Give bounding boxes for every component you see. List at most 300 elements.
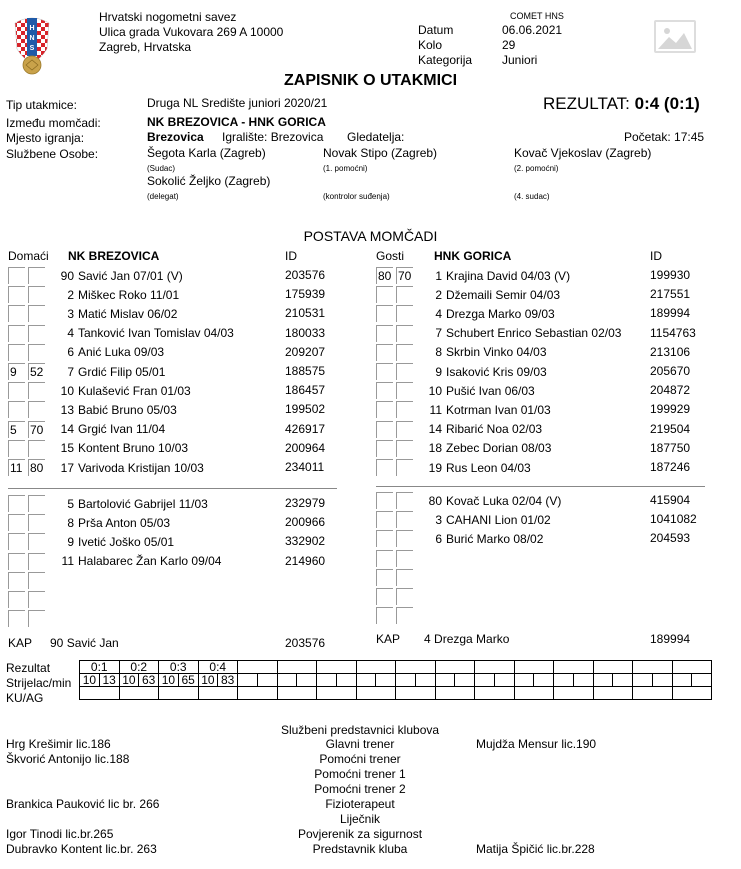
sub-number-box[interactable] bbox=[376, 401, 393, 418]
player-row bbox=[376, 458, 531, 477]
official-role: (2. pomoćni) bbox=[514, 164, 559, 173]
staff-role: Pomoćni trener bbox=[319, 752, 401, 766]
ku-ag-cell bbox=[396, 687, 436, 700]
sub-minute-box[interactable] bbox=[396, 588, 413, 605]
org-line: Hrvatski nogometni savez bbox=[99, 10, 237, 24]
score-cell bbox=[633, 661, 673, 674]
player-number: 11 bbox=[61, 554, 74, 569]
staff-role: Glavni trener bbox=[325, 737, 395, 751]
sub-number-box[interactable] bbox=[8, 325, 25, 342]
sub-minute-box[interactable] bbox=[28, 286, 45, 303]
ku-ag-cell bbox=[317, 687, 357, 700]
sub-number-box[interactable] bbox=[8, 401, 25, 418]
minute-cell bbox=[692, 674, 712, 687]
player-row bbox=[8, 285, 179, 304]
ku-ag-cell bbox=[198, 687, 238, 700]
ku-ag-row bbox=[80, 687, 712, 700]
sub-number-box[interactable] bbox=[8, 591, 25, 608]
scoring-grid bbox=[79, 660, 712, 700]
sub-number-box[interactable] bbox=[8, 440, 25, 457]
player-row bbox=[8, 458, 204, 477]
image-placeholder-icon bbox=[654, 20, 696, 53]
staff-role: Fizioterapeut bbox=[325, 797, 395, 811]
sub-minute-box[interactable] bbox=[396, 344, 413, 361]
scorer-cell bbox=[672, 674, 692, 687]
result-label: REZULTAT: bbox=[543, 94, 630, 113]
sub-number-box[interactable] bbox=[376, 511, 393, 528]
sub-minute-box[interactable] bbox=[396, 511, 413, 528]
sub-number-box[interactable] bbox=[8, 572, 25, 589]
official-name: Sokolić Željko (Zagreb) bbox=[147, 174, 271, 188]
score-cell: 0:4 bbox=[198, 661, 238, 674]
player-name: Pušić Ivan 06/03 bbox=[446, 383, 535, 398]
sub-minute-box[interactable]: 80 bbox=[30, 461, 44, 475]
sub-number-box[interactable]: 9 bbox=[8, 363, 25, 380]
away-team-name: HNK GORICA bbox=[434, 249, 512, 263]
minute-cell bbox=[534, 674, 554, 687]
player-name: Kontent Bruno 10/03 bbox=[78, 441, 189, 456]
player-name: Zebec Dorian 08/03 bbox=[446, 441, 552, 456]
result-value: 0:4 (0:1) bbox=[634, 94, 700, 113]
player-row bbox=[376, 285, 560, 304]
sub-minute-box[interactable] bbox=[28, 572, 45, 589]
sub-minute-box[interactable] bbox=[396, 325, 413, 342]
sub-minute-box[interactable] bbox=[396, 530, 413, 547]
player-name: Grgić Ivan 11/04 bbox=[78, 422, 166, 437]
home-captain-id: 203576 bbox=[285, 636, 326, 650]
player-name: Kotrman Ivan 01/03 bbox=[446, 402, 551, 417]
sub-minute-box[interactable]: 70 bbox=[398, 269, 412, 283]
home-captain-number: 90 bbox=[50, 636, 64, 650]
scorer-cell: 10 bbox=[119, 674, 139, 687]
player-id: 175939 bbox=[285, 287, 326, 302]
hns-crest-icon bbox=[13, 15, 51, 75]
home-captain-name: Savić Jan bbox=[66, 636, 119, 650]
score-cell bbox=[672, 661, 712, 674]
svg-text:H: H bbox=[29, 25, 35, 32]
sub-number-box[interactable] bbox=[376, 550, 393, 567]
sub-number-box[interactable] bbox=[8, 533, 25, 550]
scorer-cell: 10 bbox=[80, 674, 100, 687]
player-id: 209207 bbox=[285, 344, 326, 359]
player-id: 189994 bbox=[650, 306, 691, 321]
ku-ag-cell bbox=[159, 687, 199, 700]
home-captain bbox=[50, 636, 119, 650]
minute-cell bbox=[494, 674, 514, 687]
player-number: 14 bbox=[60, 422, 74, 437]
sub-minute-box[interactable] bbox=[28, 344, 45, 361]
player-row bbox=[8, 439, 188, 458]
sub-minute-box[interactable]: 52 bbox=[30, 365, 44, 379]
player-number: 10 bbox=[428, 383, 442, 398]
official-role: (kontrolor suđenja) bbox=[323, 192, 390, 201]
player-number: 9 bbox=[435, 364, 442, 379]
scorer-cell bbox=[475, 674, 495, 687]
sub-minute-box[interactable] bbox=[28, 495, 45, 512]
player-name: Grdić Filip 05/01 bbox=[78, 364, 166, 379]
sub-number-box[interactable] bbox=[8, 305, 25, 322]
system-label: COMET HNS bbox=[510, 11, 564, 21]
player-name: Prša Anton 05/03 bbox=[78, 515, 171, 530]
org-line: Ulica grada Vukovara 269 A 10000 bbox=[99, 25, 284, 39]
player-name: Savić Jan 07/01 (V) bbox=[78, 268, 183, 283]
organization-address bbox=[99, 10, 283, 55]
away-captain-number: 4 bbox=[424, 632, 431, 646]
score-cell bbox=[396, 661, 436, 674]
player-id: 219504 bbox=[650, 421, 691, 436]
sub-number-box[interactable] bbox=[376, 286, 393, 303]
round-value: 29 bbox=[502, 38, 516, 52]
minute-cell bbox=[415, 674, 435, 687]
sub-number-box[interactable] bbox=[8, 286, 25, 303]
home-id-header: ID bbox=[285, 249, 297, 263]
official-role: (Sudac) bbox=[147, 164, 176, 173]
svg-text:S: S bbox=[29, 45, 35, 52]
away-staff-name: Mujdža Mensur lic.190 bbox=[476, 737, 597, 751]
player-id: 205670 bbox=[650, 364, 691, 378]
sub-minute-box[interactable] bbox=[396, 305, 413, 322]
player-number: 7 bbox=[67, 364, 74, 379]
player-number: 3 bbox=[435, 512, 442, 527]
player-name: Bartolović Gabrijel 11/03 bbox=[78, 496, 208, 511]
player-name: Tanković Ivan Tomislav 04/03 bbox=[78, 326, 234, 341]
teams-label: Između momčadi: bbox=[6, 116, 101, 130]
match-type-value: Druga NL Središte juniori 2020/21 bbox=[147, 96, 328, 110]
minute-cell bbox=[297, 674, 317, 687]
sub-minute-box[interactable] bbox=[396, 401, 413, 418]
player-name: Kovač Luka 02/04 (V) bbox=[446, 493, 562, 508]
spectators-label: Gledatelja: bbox=[347, 130, 405, 144]
sub-minute-box[interactable] bbox=[396, 382, 413, 399]
player-row bbox=[8, 304, 177, 323]
sub-number-box[interactable]: 5 bbox=[8, 421, 25, 438]
player-row bbox=[8, 400, 177, 419]
away-captain-name: Drezga Marko bbox=[434, 632, 510, 646]
player-number: 2 bbox=[67, 287, 74, 302]
player-row bbox=[376, 439, 551, 458]
score-cell: 0:3 bbox=[159, 661, 199, 674]
ku-ag-cell bbox=[672, 687, 712, 700]
pitch-label: Igralište: bbox=[222, 130, 268, 144]
player-number: 90 bbox=[60, 268, 74, 283]
org-line: Zagreb, Hrvatska bbox=[99, 40, 192, 54]
staff-role: Povjerenik za sigurnost bbox=[297, 827, 423, 841]
player-row bbox=[8, 266, 183, 285]
sub-number-box[interactable] bbox=[376, 363, 393, 380]
player-name: Anić Luka 09/03 bbox=[78, 345, 165, 360]
home-captain-label: KAP bbox=[8, 636, 33, 650]
player-name: Krajina David 04/03 (V) bbox=[446, 268, 571, 283]
player-number: 4 bbox=[67, 326, 74, 341]
player-id: 180033 bbox=[285, 325, 326, 340]
scorer-cell bbox=[396, 674, 416, 687]
ku-ag-cell bbox=[475, 687, 515, 700]
player-row bbox=[376, 324, 621, 343]
player-row bbox=[8, 571, 78, 590]
player-id: 203576 bbox=[285, 268, 326, 282]
sub-number-box[interactable] bbox=[8, 267, 25, 284]
home-staff-name: Hrg Krešimir lic.186 bbox=[6, 737, 111, 751]
sub-number-box[interactable] bbox=[8, 514, 25, 531]
player-name: Varivoda Kristijan 10/03 bbox=[78, 460, 204, 475]
player-number: 19 bbox=[428, 460, 442, 475]
sub-minute-box[interactable] bbox=[396, 550, 413, 567]
player-id: 426917 bbox=[285, 421, 326, 436]
player-number: 11 bbox=[429, 402, 442, 417]
ku-ag-row-label: KU/AG bbox=[6, 691, 44, 705]
sub-number-box[interactable] bbox=[8, 553, 25, 570]
minute-cell bbox=[652, 674, 672, 687]
player-number: 9 bbox=[67, 534, 74, 549]
away-captain-id: 189994 bbox=[650, 632, 691, 646]
scorer-cell: 10 bbox=[159, 674, 179, 687]
sub-number-box[interactable] bbox=[376, 325, 393, 342]
player-number: 15 bbox=[60, 441, 74, 456]
scorer-cell bbox=[633, 674, 653, 687]
player-name: Schubert Enrico Sebastian 02/03 bbox=[446, 326, 622, 341]
sub-number-box[interactable] bbox=[376, 344, 393, 361]
player-row bbox=[376, 304, 555, 323]
sub-number-box[interactable] bbox=[376, 440, 393, 457]
category-label: Kategorija bbox=[418, 53, 473, 67]
page-title: ZAPISNIK O UTAKMICI bbox=[283, 72, 458, 89]
score-cell bbox=[475, 661, 515, 674]
sub-minute-box[interactable] bbox=[396, 286, 413, 303]
official-role: (1. pomoćni) bbox=[323, 164, 368, 173]
player-number: 80 bbox=[428, 493, 442, 508]
minute-cell: 13 bbox=[99, 674, 119, 687]
ku-ag-cell bbox=[593, 687, 633, 700]
scorer-cell bbox=[277, 674, 297, 687]
sub-minute-box[interactable] bbox=[28, 305, 45, 322]
player-row bbox=[376, 362, 547, 381]
score-cell: 0:1 bbox=[80, 661, 120, 674]
away-id-header: ID bbox=[650, 249, 662, 263]
player-id: 213106 bbox=[650, 344, 691, 359]
player-number: 6 bbox=[435, 531, 442, 546]
sub-minute-box[interactable] bbox=[28, 514, 45, 531]
away-captain bbox=[424, 632, 509, 646]
sub-minute-box[interactable] bbox=[396, 459, 413, 476]
player-id: 1154763 bbox=[650, 325, 696, 340]
sub-minute-box[interactable] bbox=[28, 382, 45, 399]
staff-heading: Službeni predstavnici klubova bbox=[280, 723, 440, 737]
sub-minute-box[interactable] bbox=[28, 325, 45, 342]
score-cell bbox=[554, 661, 594, 674]
player-row bbox=[376, 606, 446, 625]
score-cell bbox=[593, 661, 633, 674]
minute-cell bbox=[376, 674, 396, 687]
player-id: 204593 bbox=[650, 531, 691, 546]
player-id: 186457 bbox=[285, 383, 326, 398]
player-name: Ivetić Joško 05/01 bbox=[78, 534, 175, 549]
category-value: Juniori bbox=[502, 53, 538, 67]
match-type-label: Tip utakmice: bbox=[6, 98, 77, 112]
sub-minute-box[interactable] bbox=[28, 553, 45, 570]
round-label: Kolo bbox=[418, 38, 443, 52]
sub-minute-box[interactable] bbox=[396, 363, 413, 380]
minute-cell bbox=[336, 674, 356, 687]
sub-minute-box[interactable] bbox=[396, 607, 413, 624]
player-row bbox=[376, 420, 542, 439]
home-staff-name: Dubravko Kontent lic.br. 263 bbox=[6, 842, 157, 856]
sub-minute-box[interactable] bbox=[396, 440, 413, 457]
player-row bbox=[8, 532, 174, 551]
sub-minute-box[interactable] bbox=[28, 533, 45, 550]
scorer-cell bbox=[317, 674, 337, 687]
player-name: Halabarec Žan Karlo 09/04 bbox=[78, 554, 222, 569]
sub-minute-box[interactable] bbox=[28, 440, 45, 457]
player-id: 234011 bbox=[285, 460, 325, 474]
player-row bbox=[376, 400, 551, 419]
player-id: 187246 bbox=[650, 460, 691, 474]
sub-number-box[interactable] bbox=[8, 495, 25, 512]
sub-number-box[interactable]: 11 bbox=[8, 459, 25, 476]
sub-minute-box[interactable]: 70 bbox=[30, 422, 44, 437]
player-row bbox=[8, 552, 221, 571]
player-id: 332902 bbox=[285, 534, 326, 549]
player-number: 10 bbox=[60, 383, 74, 398]
sub-number-box[interactable] bbox=[376, 588, 393, 605]
sub-minute-box[interactable] bbox=[28, 267, 45, 284]
home-staff-name: Brankica Pauković lic br. 266 bbox=[6, 797, 160, 811]
home-divider bbox=[8, 488, 337, 489]
player-number: 8 bbox=[435, 345, 442, 360]
scorer-cell bbox=[435, 674, 455, 687]
player-number: 8 bbox=[67, 515, 74, 530]
ku-ag-cell bbox=[238, 687, 278, 700]
player-number: 5 bbox=[67, 496, 74, 511]
sub-number-box[interactable] bbox=[376, 305, 393, 322]
scorer-cell bbox=[238, 674, 258, 687]
player-id: 1041082 bbox=[650, 512, 697, 527]
player-row bbox=[376, 491, 561, 510]
ku-ag-cell bbox=[633, 687, 673, 700]
minute-cell: 63 bbox=[139, 674, 159, 687]
venue-value: Brezovica bbox=[147, 130, 204, 144]
minute-cell: 65 bbox=[178, 674, 198, 687]
player-id: 232979 bbox=[285, 496, 326, 510]
minute-cell bbox=[573, 674, 593, 687]
kickoff bbox=[624, 130, 704, 144]
date-label: Datum bbox=[418, 23, 454, 37]
away-divider bbox=[376, 486, 705, 487]
player-name: Džemaili Semir 04/03 bbox=[446, 287, 561, 302]
sub-number-box[interactable] bbox=[8, 344, 25, 361]
player-id: 210531 bbox=[285, 306, 326, 321]
player-number: 18 bbox=[428, 441, 442, 456]
sub-number-box[interactable] bbox=[376, 607, 393, 624]
sub-number-box[interactable] bbox=[376, 421, 393, 438]
player-row bbox=[376, 568, 446, 587]
sub-number-box[interactable] bbox=[8, 610, 25, 627]
player-id: 187750 bbox=[650, 440, 691, 455]
venue-label: Mjesto igranja: bbox=[6, 131, 85, 145]
player-name: Miškec Roko 11/01 bbox=[78, 287, 180, 302]
player-name: Rus Leon 04/03 bbox=[446, 460, 531, 475]
player-name: Isaković Kris 09/03 bbox=[446, 364, 547, 379]
sub-number-box[interactable] bbox=[8, 382, 25, 399]
player-row bbox=[376, 266, 570, 285]
score-cell bbox=[514, 661, 554, 674]
sub-number-box[interactable] bbox=[376, 492, 393, 509]
kickoff-label: Početak: bbox=[624, 130, 671, 144]
player-row bbox=[8, 590, 78, 609]
sub-minute-box[interactable] bbox=[28, 610, 45, 627]
player-id: 214960 bbox=[285, 553, 326, 568]
staff-role: Liječnik bbox=[339, 812, 381, 826]
teams-value: NK BREZOVICA - HNK GORICA bbox=[147, 115, 326, 129]
home-staff-name: Škvorić Antonijo lic.188 bbox=[6, 752, 130, 766]
sub-number-box[interactable] bbox=[376, 382, 393, 399]
player-number: 17 bbox=[60, 460, 74, 475]
ku-ag-cell bbox=[554, 687, 594, 700]
official-name: Šegota Karla (Zagreb) bbox=[147, 146, 266, 160]
player-number: 7 bbox=[435, 326, 442, 341]
sub-number-box[interactable] bbox=[376, 530, 393, 547]
minute-cell bbox=[455, 674, 475, 687]
sub-number-box[interactable] bbox=[376, 569, 393, 586]
official-name: Novak Stipo (Zagreb) bbox=[323, 146, 438, 160]
player-id: 199929 bbox=[650, 402, 691, 417]
ku-ag-cell bbox=[356, 687, 396, 700]
svg-text:N: N bbox=[29, 35, 35, 42]
official-role: (delegat) bbox=[147, 192, 179, 201]
home-side-label: Domaći bbox=[8, 249, 49, 263]
kickoff-value: 17:45 bbox=[674, 130, 705, 144]
player-row bbox=[376, 381, 535, 400]
player-name: Babić Bruno 05/03 bbox=[78, 402, 177, 417]
player-number: 6 bbox=[67, 345, 74, 360]
sub-number-box[interactable]: 80 bbox=[378, 269, 392, 283]
sub-minute-box[interactable] bbox=[396, 492, 413, 509]
ku-ag-cell bbox=[514, 687, 554, 700]
sub-minute-box[interactable] bbox=[396, 569, 413, 586]
player-number: 3 bbox=[67, 306, 74, 321]
player-row bbox=[8, 343, 164, 362]
sub-number-box[interactable] bbox=[376, 459, 393, 476]
staff-role: Pomoćni trener 2 bbox=[314, 782, 406, 796]
sub-minute-box[interactable] bbox=[28, 401, 45, 418]
away-staff-name: Matija Špičić lic.br.228 bbox=[476, 842, 595, 856]
ku-ag-cell bbox=[119, 687, 159, 700]
score-cell: 0:2 bbox=[119, 661, 159, 674]
player-row bbox=[376, 510, 551, 529]
minute-cell: 83 bbox=[218, 674, 238, 687]
scorer-cell bbox=[593, 674, 613, 687]
score-cell bbox=[238, 661, 278, 674]
official-name: Kovač Vjekoslav (Zagreb) bbox=[514, 146, 652, 160]
player-row bbox=[8, 324, 234, 343]
player-id: 200964 bbox=[285, 440, 326, 455]
player-number: 1 bbox=[435, 268, 442, 283]
home-team-name: NK BREZOVICA bbox=[68, 249, 160, 263]
player-number: 13 bbox=[60, 402, 74, 417]
staff-role: Pomoćni trener 1 bbox=[314, 767, 406, 781]
score-cell bbox=[317, 661, 357, 674]
score-cell bbox=[356, 661, 396, 674]
player-id: 188575 bbox=[285, 364, 326, 378]
sub-minute-box[interactable] bbox=[396, 421, 413, 438]
sub-minute-box[interactable] bbox=[28, 591, 45, 608]
away-side-label: Gosti bbox=[376, 249, 405, 263]
pitch bbox=[222, 130, 323, 144]
officials-label: Službene Osobe: bbox=[6, 147, 99, 161]
player-id: 415904 bbox=[650, 493, 691, 507]
scorer-row bbox=[80, 674, 712, 687]
score-cell bbox=[435, 661, 475, 674]
home-staff-name: Igor Tinodi lic.br.265 bbox=[6, 827, 114, 841]
